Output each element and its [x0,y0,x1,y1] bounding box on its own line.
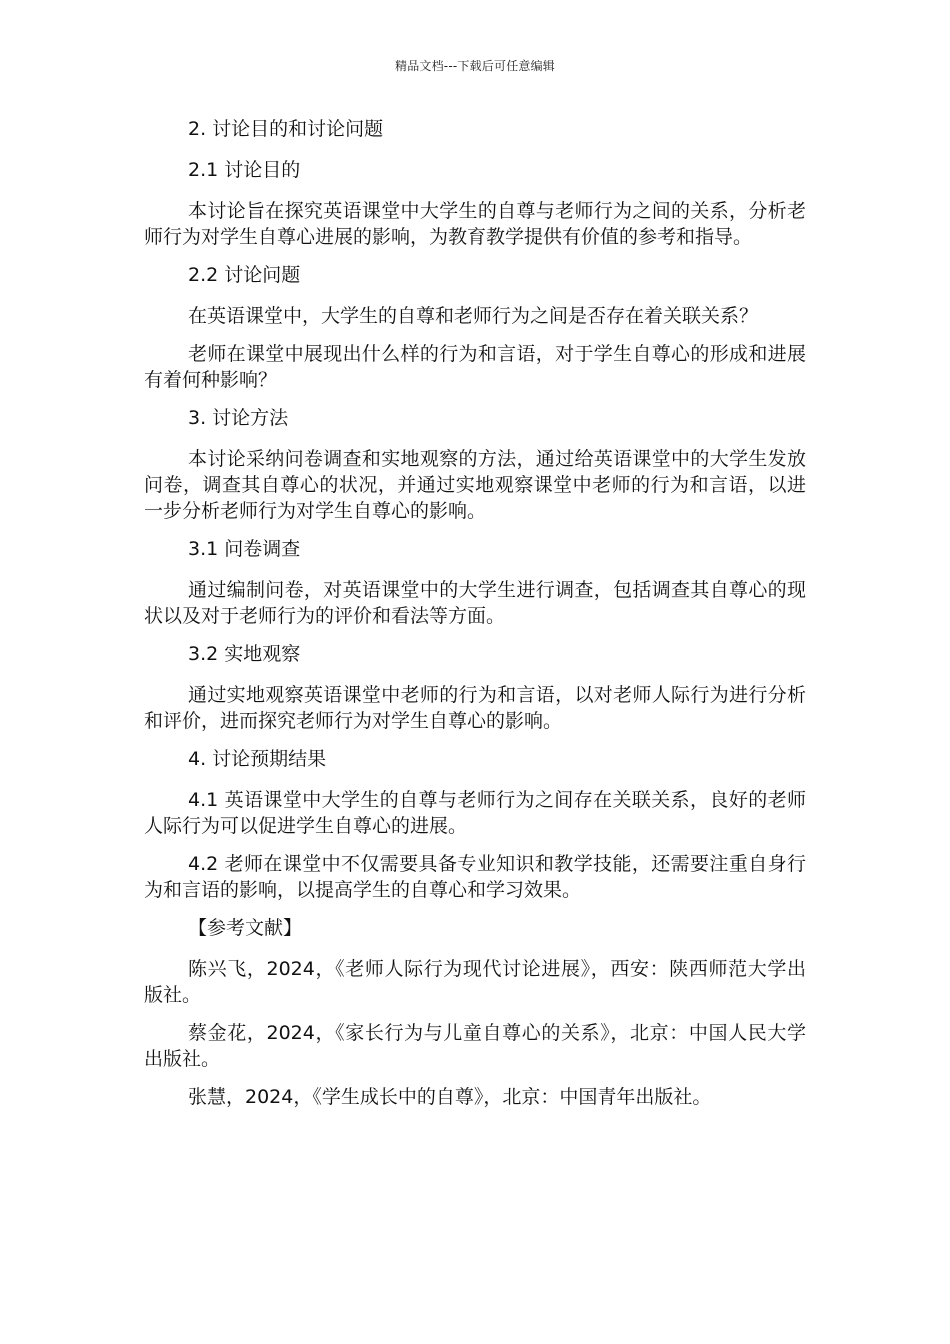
paragraph-question-2: 老师在课堂中展现出什么样的行为和言语，对于学生自尊心的形成和进展有着何种影响？ [144,343,806,391]
document-body [144,116,806,1122]
subsection-heading-2-2: 2.2 讨论问题 [188,264,301,286]
paragraph-research-purpose: 本讨论旨在探究英语课堂中大学生的自尊与老师行为之间的关系，分析老师行为对学生自尊心进展的影响，为教育教学提供有价值的参考和指导。 [144,200,806,248]
page-header-watermark: 精品文档---下载后可任意编辑 [395,59,555,73]
paragraph-questionnaire: 通过编制问卷，对英语课堂中的大学生进行调查，包括调查其自尊心的现状以及对于老师行为的评价和看法等方面。 [144,579,806,627]
subsection-heading-3-1: 3.1 问卷调查 [188,538,301,560]
paragraph-result-4-2: 4.2 老师在课堂中不仅需要具备专业知识和教学技能，还需要注重自身行为和言语的影响，以提高学生的自尊心和学习效果。 [144,853,806,901]
paragraph-result-4-1: 4.1 英语课堂中大学生的自尊与老师行为之间存在关联关系，良好的老师人际行为可以促进学生自尊心的进展。 [144,789,806,837]
paragraph-observation: 通过实地观察英语课堂中老师的行为和言语，以对老师人际行为进行分析和评价，进而探究老师行为对学生自尊心的影响。 [144,684,806,732]
reference-item: 蔡金花，2024，《家长行为与儿童自尊心的关系》，北京：中国人民大学出版社。 [144,1022,806,1070]
reference-item: 陈兴飞，2024，《老师人际行为现代讨论进展》，西安：陕西师范大学出版社。 [144,958,806,1006]
section-heading-4: 4. 讨论预期结果 [188,748,327,770]
references-heading: 【参考文献】 [188,917,303,939]
paragraph-question-1: 在英语课堂中，大学生的自尊和老师行为之间是否存在着关联关系？ [188,305,759,327]
subsection-heading-2-1: 2.1 讨论目的 [188,159,301,181]
section-heading-3: 3. 讨论方法 [188,407,289,429]
reference-item: 张慧，2024，《学生成长中的自尊》，北京：中国青年出版社。 [188,1086,712,1108]
section-heading-2: 2. 讨论目的和讨论问题 [188,118,384,140]
subsection-heading-3-2: 3.2 实地观察 [188,643,301,665]
paragraph-research-method: 本讨论采纳问卷调查和实地观察的方法，通过给英语课堂中的大学生发放问卷，调查其自尊心的状况，并通过实地观察课堂中老师的行为和言语，以进一步分析老师行为对学生自尊心的影响。 [144,448,806,522]
